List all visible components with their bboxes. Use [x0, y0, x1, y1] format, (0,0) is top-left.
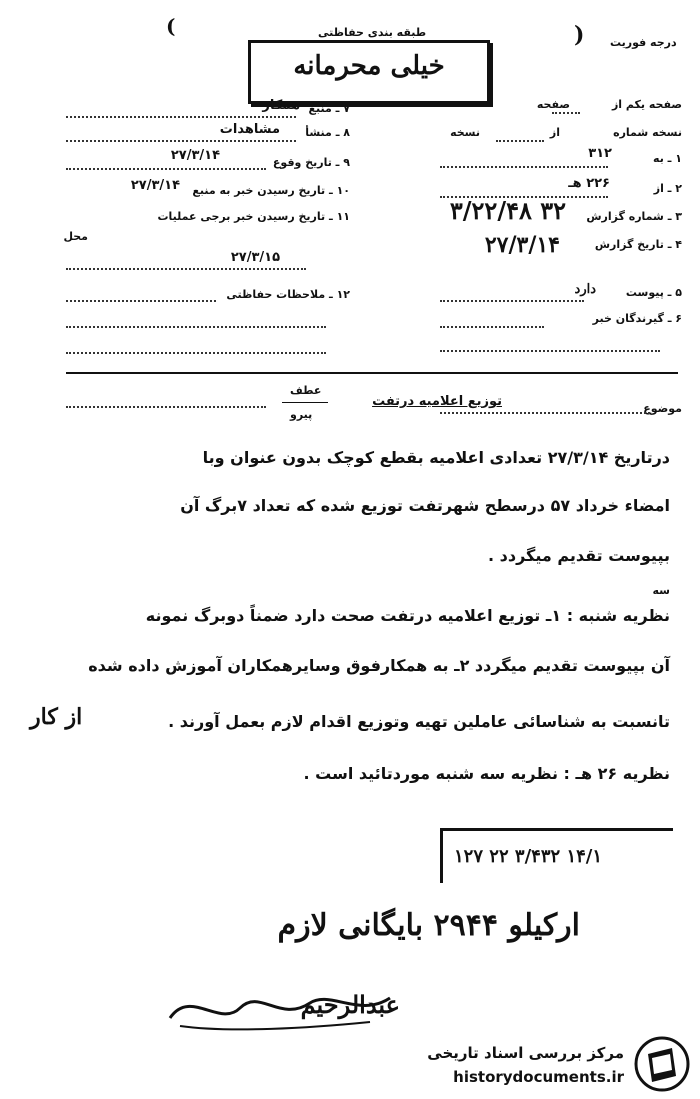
subject-dots [440, 412, 650, 414]
body-line-4: نظریه شنبه : ۱ـ توزیع اعلامیه درتفت صحت دارد ضمناً دوبرگ نمونه [145, 606, 670, 625]
field-6-dots-2 [440, 350, 660, 352]
archive-url: historydocuments.ir [453, 1068, 624, 1086]
field-11-label: ۱۱ ـ تاریخ رسیدن خبر برجی عملیات [157, 210, 350, 223]
field-12-dots-3 [66, 352, 326, 354]
field-9-dots [66, 168, 266, 170]
field-4-value: ۲۷/۳/۱۴ [484, 232, 560, 258]
body-line-1: درتاریخ ۲۷/۳/۱۴ تعدادی اعلامیه بقطع کوچک بدون عنوان وبا [202, 448, 670, 467]
body-line-5: آن بپیوست تقدیم میگردد ۲ـ به همکارفوق وسایرهمکاران آموزش داده شده [88, 656, 670, 675]
field-7-dots [66, 116, 296, 118]
field-12-label: ۱۲ ـ ملاحظات حفاظتی [226, 288, 350, 301]
priority-mark: ( [574, 22, 585, 48]
classification-stamp [248, 40, 490, 104]
field-10-value: ۲۷/۳/۱۴ [130, 178, 180, 193]
header-divider [66, 372, 678, 374]
field-5-dots [440, 300, 584, 302]
priority-label: درجه فوریت [610, 36, 677, 49]
signature: عبدالرحیم [300, 990, 400, 1019]
archive-title: مرکز بررسی اسناد تاریخی [427, 1044, 624, 1062]
reference-rule [282, 402, 328, 403]
field-9-value: ۲۷/۳/۱۴ [170, 148, 220, 163]
field-12-dots [66, 300, 216, 302]
field-6-label: ۶ ـ گیرندگان خبر [592, 312, 682, 325]
field-12-dots-2 [66, 326, 326, 328]
field-5-value: دارد [574, 282, 596, 297]
page-count-label: صفحه [536, 98, 570, 111]
subject-value: توزیع اعلامیه درتفت [372, 394, 502, 409]
field-2-label: ۲ ـ از [653, 182, 682, 195]
copy-label: نسخه شماره [613, 126, 682, 139]
body-line-4-insert: سه [652, 584, 670, 597]
body-line-7: نظریه ۲۶ هـ : نظریه سه شنبه موردتائید است . [303, 764, 670, 783]
body-line-2: امضاء خرداد ۵۷ درسطح شهرتفت توزیع شده که تعداد ۷برگ آن [180, 496, 670, 515]
field-7-label: ۷ ـ منبع [308, 102, 350, 115]
field-3-label: ۳ ـ شماره گزارش [586, 210, 682, 223]
field-5-label: ۵ ـ پیوست [625, 286, 682, 299]
field-4-label: ۴ ـ تاریخ گزارش [594, 238, 682, 251]
page-label: صفحه یکم از [611, 98, 682, 111]
field-1-label: ۱ ـ به [653, 152, 682, 165]
signature-scribble [160, 978, 400, 1038]
field-8-value: مشاهدات [219, 122, 280, 137]
field-1-dots [440, 166, 608, 168]
registry-stamp-text: ۱۴/۱ ۳/۴۳۲ ۲۲ ۱۲۷ [454, 846, 603, 867]
field-2-value: ۲۲۶ هـ [568, 176, 610, 191]
body-line-6-handwritten: از کار [30, 704, 83, 730]
reference-label: عطف [290, 384, 322, 397]
body-line-3: بپیوست تقدیم میگردد . [488, 546, 670, 565]
classification-stamp-text: خیلی محرمانه [293, 51, 445, 81]
field-7-value: همکار [262, 98, 300, 113]
subject-label: موضوع [643, 402, 682, 415]
copy-total-label: نسخه [450, 126, 480, 139]
page-dots [552, 112, 580, 114]
field-10-label: ۱۰ ـ تاریخ رسیدن خبر به منبع [192, 184, 350, 197]
field-1-value: ۳۱۲ [588, 146, 612, 161]
body-line-6: تانسبت به شناسائی عاملین تهیه وتوزیع اقدام لازم بعمل آورند . [168, 712, 670, 731]
field-11-place: محل [63, 230, 88, 243]
archive-logo-icon [634, 1036, 690, 1092]
corner-mark: ) [166, 14, 176, 38]
field-6-dots [440, 326, 544, 328]
follow-up-label: پیرو [290, 408, 313, 421]
reference-dots [66, 406, 266, 408]
field-8-dots [66, 140, 296, 142]
field-9-label: ۹ ـ تاریخ وقوع [272, 156, 350, 169]
copy-of-label: از [549, 126, 560, 139]
field-11-dots [66, 268, 306, 270]
handwritten-note: ارکیلو ۲۹۴۴ بایگانی لازم [277, 908, 580, 943]
field-8-label: ۸ ـ منشأ [305, 126, 350, 139]
field-11-value: ۲۷/۳/۱۵ [230, 250, 280, 265]
classification-label: طبقه بندی حفاظتی [318, 26, 427, 39]
field-3-value: ۳۲ ۳/۲۲/۴۸ [449, 196, 566, 225]
copy-dots [496, 140, 544, 142]
